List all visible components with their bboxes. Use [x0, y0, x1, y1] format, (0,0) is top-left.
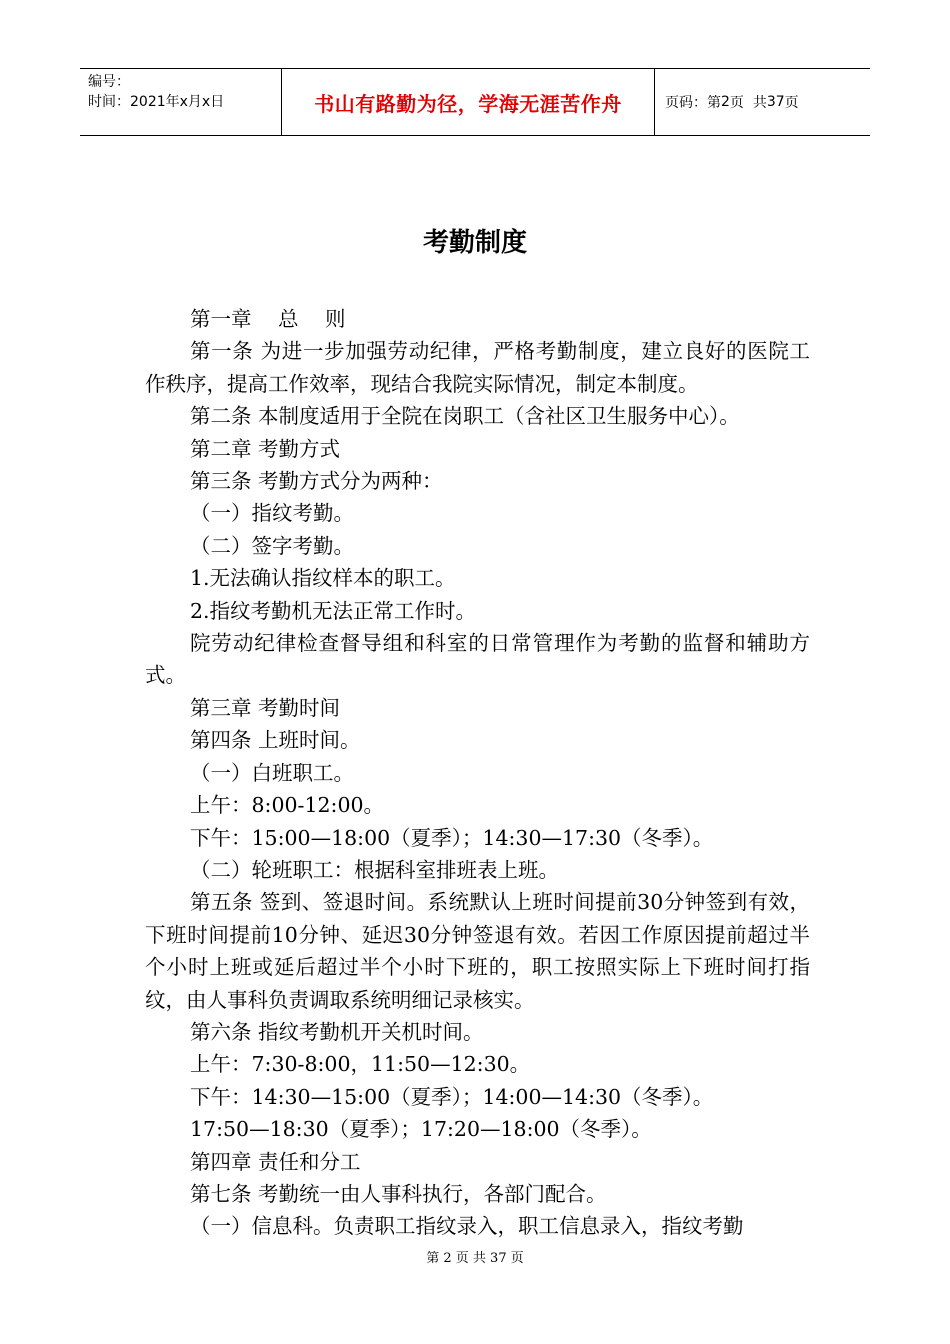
- schedule-line: 上午：7:30-8:00，11:50—12:30。: [190, 1052, 531, 1077]
- article-paragraph: 第五条 签到、签退时间。系统默认上班时间提前30分钟签到有效，下班时间提前10分钟、延迟30分钟签退有效。若因工作原因提前超过半个小时上班或延后超过半个小时下班的，职工按照实际上下班时间打指纹，由人事科负责调取系统明细记录核实。: [145, 890, 810, 1012]
- document-number-label: 编号：: [88, 74, 130, 90]
- body-paragraph: 院劳动纪律检查督导组和科室的日常管理作为考勤的监督和辅助方式。: [145, 631, 810, 688]
- list-item: （一）指纹考勤。: [190, 501, 354, 526]
- chapter-heading: 第一章 总 则: [190, 307, 346, 331]
- article-paragraph: 第一条 为进一步加强劳动纪律，严格考勤制度，建立良好的医院工作秩序，提高工作效率，现结合我院实际情况，制定本制度。: [145, 339, 810, 396]
- header-motto-cell: [282, 69, 655, 135]
- header-page-info: [655, 69, 870, 135]
- list-item: 2.指纹考勤机无法正常工作时。: [190, 598, 477, 623]
- chapter-heading: 第四章 责任和分工: [190, 1149, 361, 1174]
- schedule-line: 上午：8:00-12:00。: [190, 793, 385, 818]
- article-paragraph: 第三条 考勤方式分为两种：: [190, 469, 443, 494]
- header-motto: 书山有路勤为径，学海无涯苦作舟: [314, 91, 622, 116]
- list-item: （二）签字考勤。: [190, 533, 354, 558]
- list-item: （二）轮班职工：根据科室排班表上班。: [190, 857, 559, 882]
- article-paragraph: 第四条 上班时间。: [190, 728, 361, 753]
- list-item: （一）信息科。负责职工指纹录入，职工信息录入，指纹考勤: [190, 1214, 744, 1239]
- article-paragraph: 第七条 考勤统一由人事科执行，各部门配合。: [190, 1181, 607, 1206]
- page-suffix: 页: [784, 95, 799, 111]
- article-paragraph: 第六条 指纹考勤机开关机时间。: [190, 1019, 484, 1044]
- schedule-line: 17:50—18:30（夏季）；17:20—18:00（冬季）。: [190, 1117, 652, 1142]
- document-body: [145, 303, 810, 1243]
- page-header: [80, 68, 870, 136]
- page-footer: 第 2 页 共 37 页: [426, 1251, 524, 1266]
- article-paragraph: 第二条 本制度适用于全院在岗职工（含社区卫生服务中心）。: [190, 404, 740, 429]
- chapter-heading: 第三章 考勤时间: [190, 695, 341, 720]
- page-prefix: 页码：第: [665, 95, 721, 111]
- page-mid: 页 共: [729, 95, 767, 111]
- page-total: 37: [766, 94, 785, 110]
- document-title: 考勤制度: [422, 228, 527, 258]
- list-item: 1.无法确认指纹样本的职工。: [190, 566, 456, 591]
- schedule-line: 下午：15:00—18:00（夏季）；14:30—17:30（冬季）。: [190, 825, 714, 850]
- chapter-heading: 第二章 考勤方式: [190, 436, 341, 461]
- list-item: （一）白班职工。: [190, 760, 354, 785]
- schedule-line: 下午：14:30—15:00（夏季）；14:00—14:30（冬季）。: [190, 1084, 714, 1109]
- document-date: 时间：2021年x月x日: [88, 94, 225, 110]
- page-current: 2: [721, 94, 730, 110]
- header-meta: [80, 69, 282, 135]
